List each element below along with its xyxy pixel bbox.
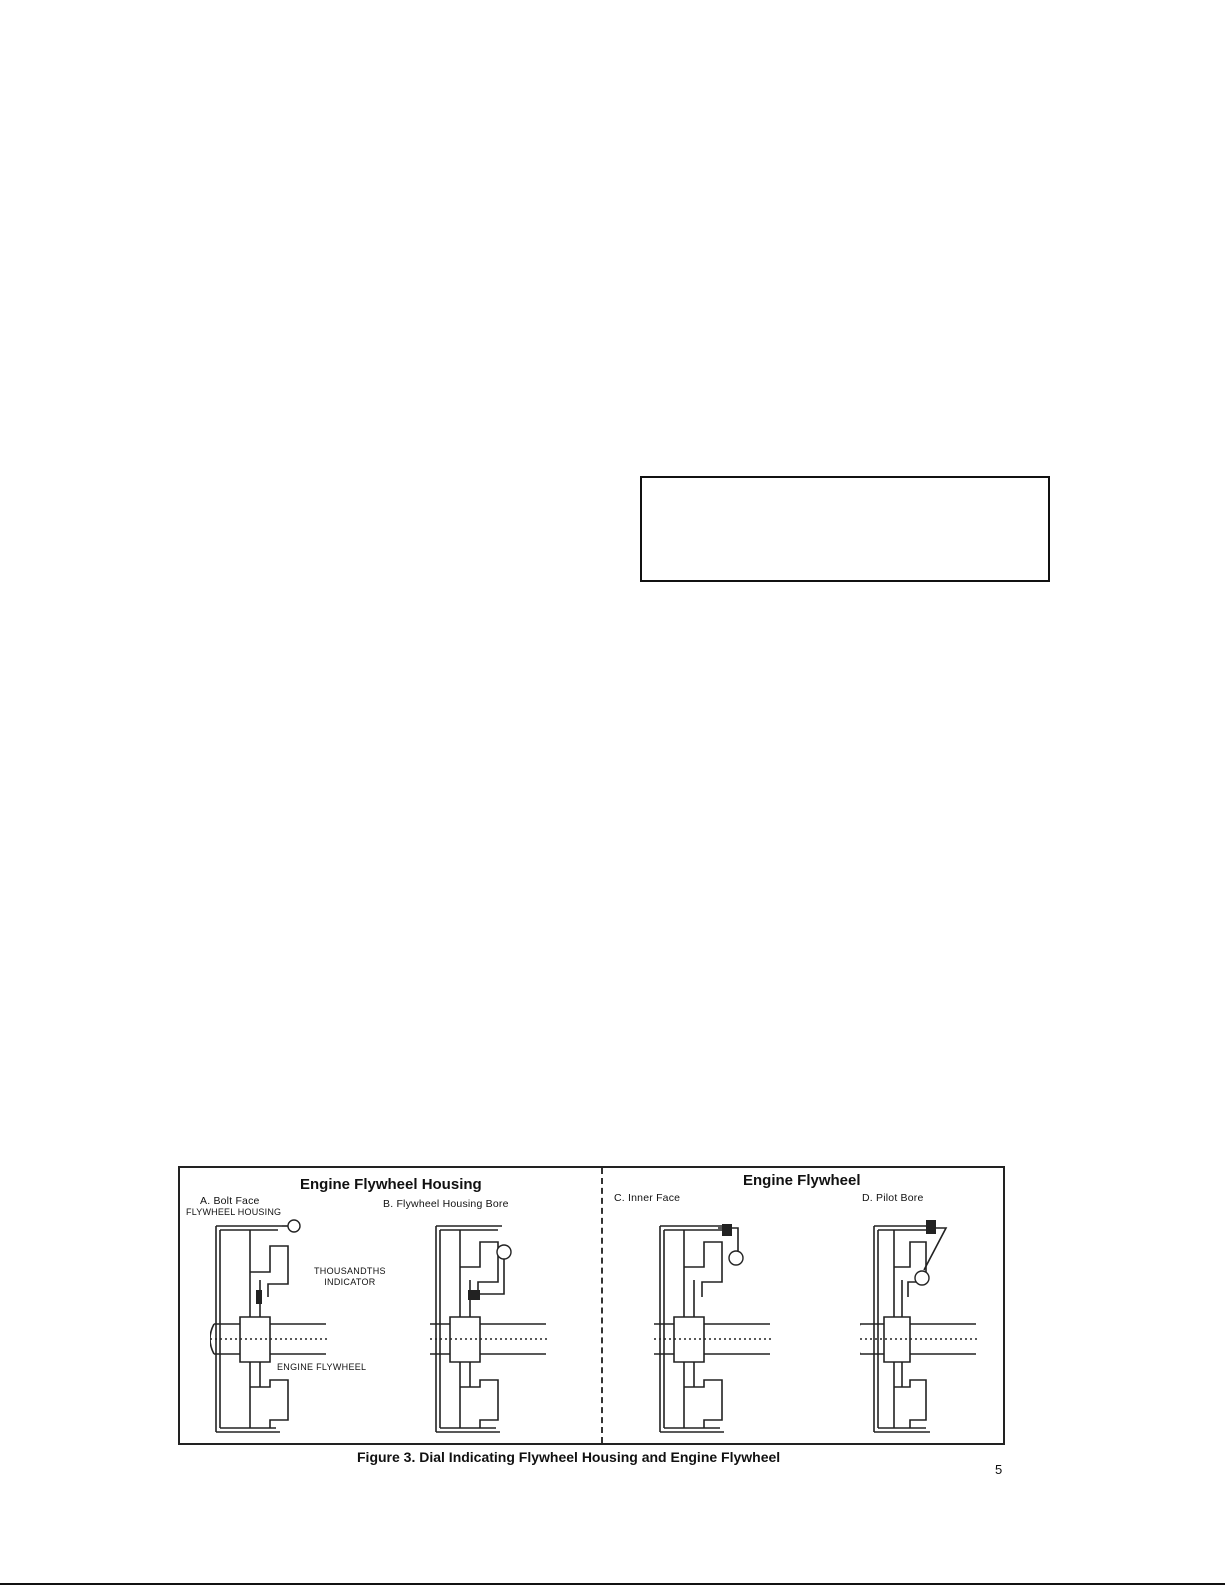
empty-note-box (640, 476, 1050, 582)
callout-indicator-line2: INDICATOR (324, 1277, 376, 1287)
dial-contact-c (722, 1224, 732, 1236)
label-flywheel-housing: FLYWHEEL HOUSING (186, 1207, 282, 1217)
diagram-d-pilot-bore (860, 1212, 980, 1442)
figure-3-frame (178, 1166, 1005, 1445)
dial-gauge-c-icon (729, 1251, 743, 1265)
callout-engine-flywheel: ENGINE FLYWHEEL (277, 1362, 367, 1372)
diagram-b-housing-bore (430, 1212, 550, 1442)
label-a-bolt-face: A. Bolt Face (200, 1195, 260, 1207)
dial-contact-b (468, 1290, 480, 1300)
housing-panel-title: Engine Flywheel Housing (300, 1176, 482, 1193)
diagram-a-bolt-face (210, 1212, 330, 1442)
figure-caption: Figure 3. Dial Indicating Flywheel Housing and Engine Flywheel (357, 1449, 781, 1465)
page-number: 5 (995, 1462, 1003, 1477)
diagram-c-inner-face (654, 1212, 774, 1442)
dial-contact-a (256, 1290, 262, 1304)
dial-contact-d (926, 1220, 936, 1234)
label-d-pilot-bore: D. Pilot Bore (862, 1192, 924, 1204)
label-b-housing-bore: B. Flywheel Housing Bore (383, 1198, 509, 1210)
dial-gauge-b-icon (497, 1245, 511, 1259)
label-c-inner-face: C. Inner Face (614, 1192, 681, 1204)
dial-gauge-a-icon (288, 1220, 300, 1232)
panel-divider (601, 1168, 603, 1443)
flywheel-panel-title: Engine Flywheel (743, 1172, 861, 1189)
callout-indicator-line1: THOUSANDTHS (314, 1266, 386, 1276)
dial-gauge-d-icon (915, 1271, 929, 1285)
